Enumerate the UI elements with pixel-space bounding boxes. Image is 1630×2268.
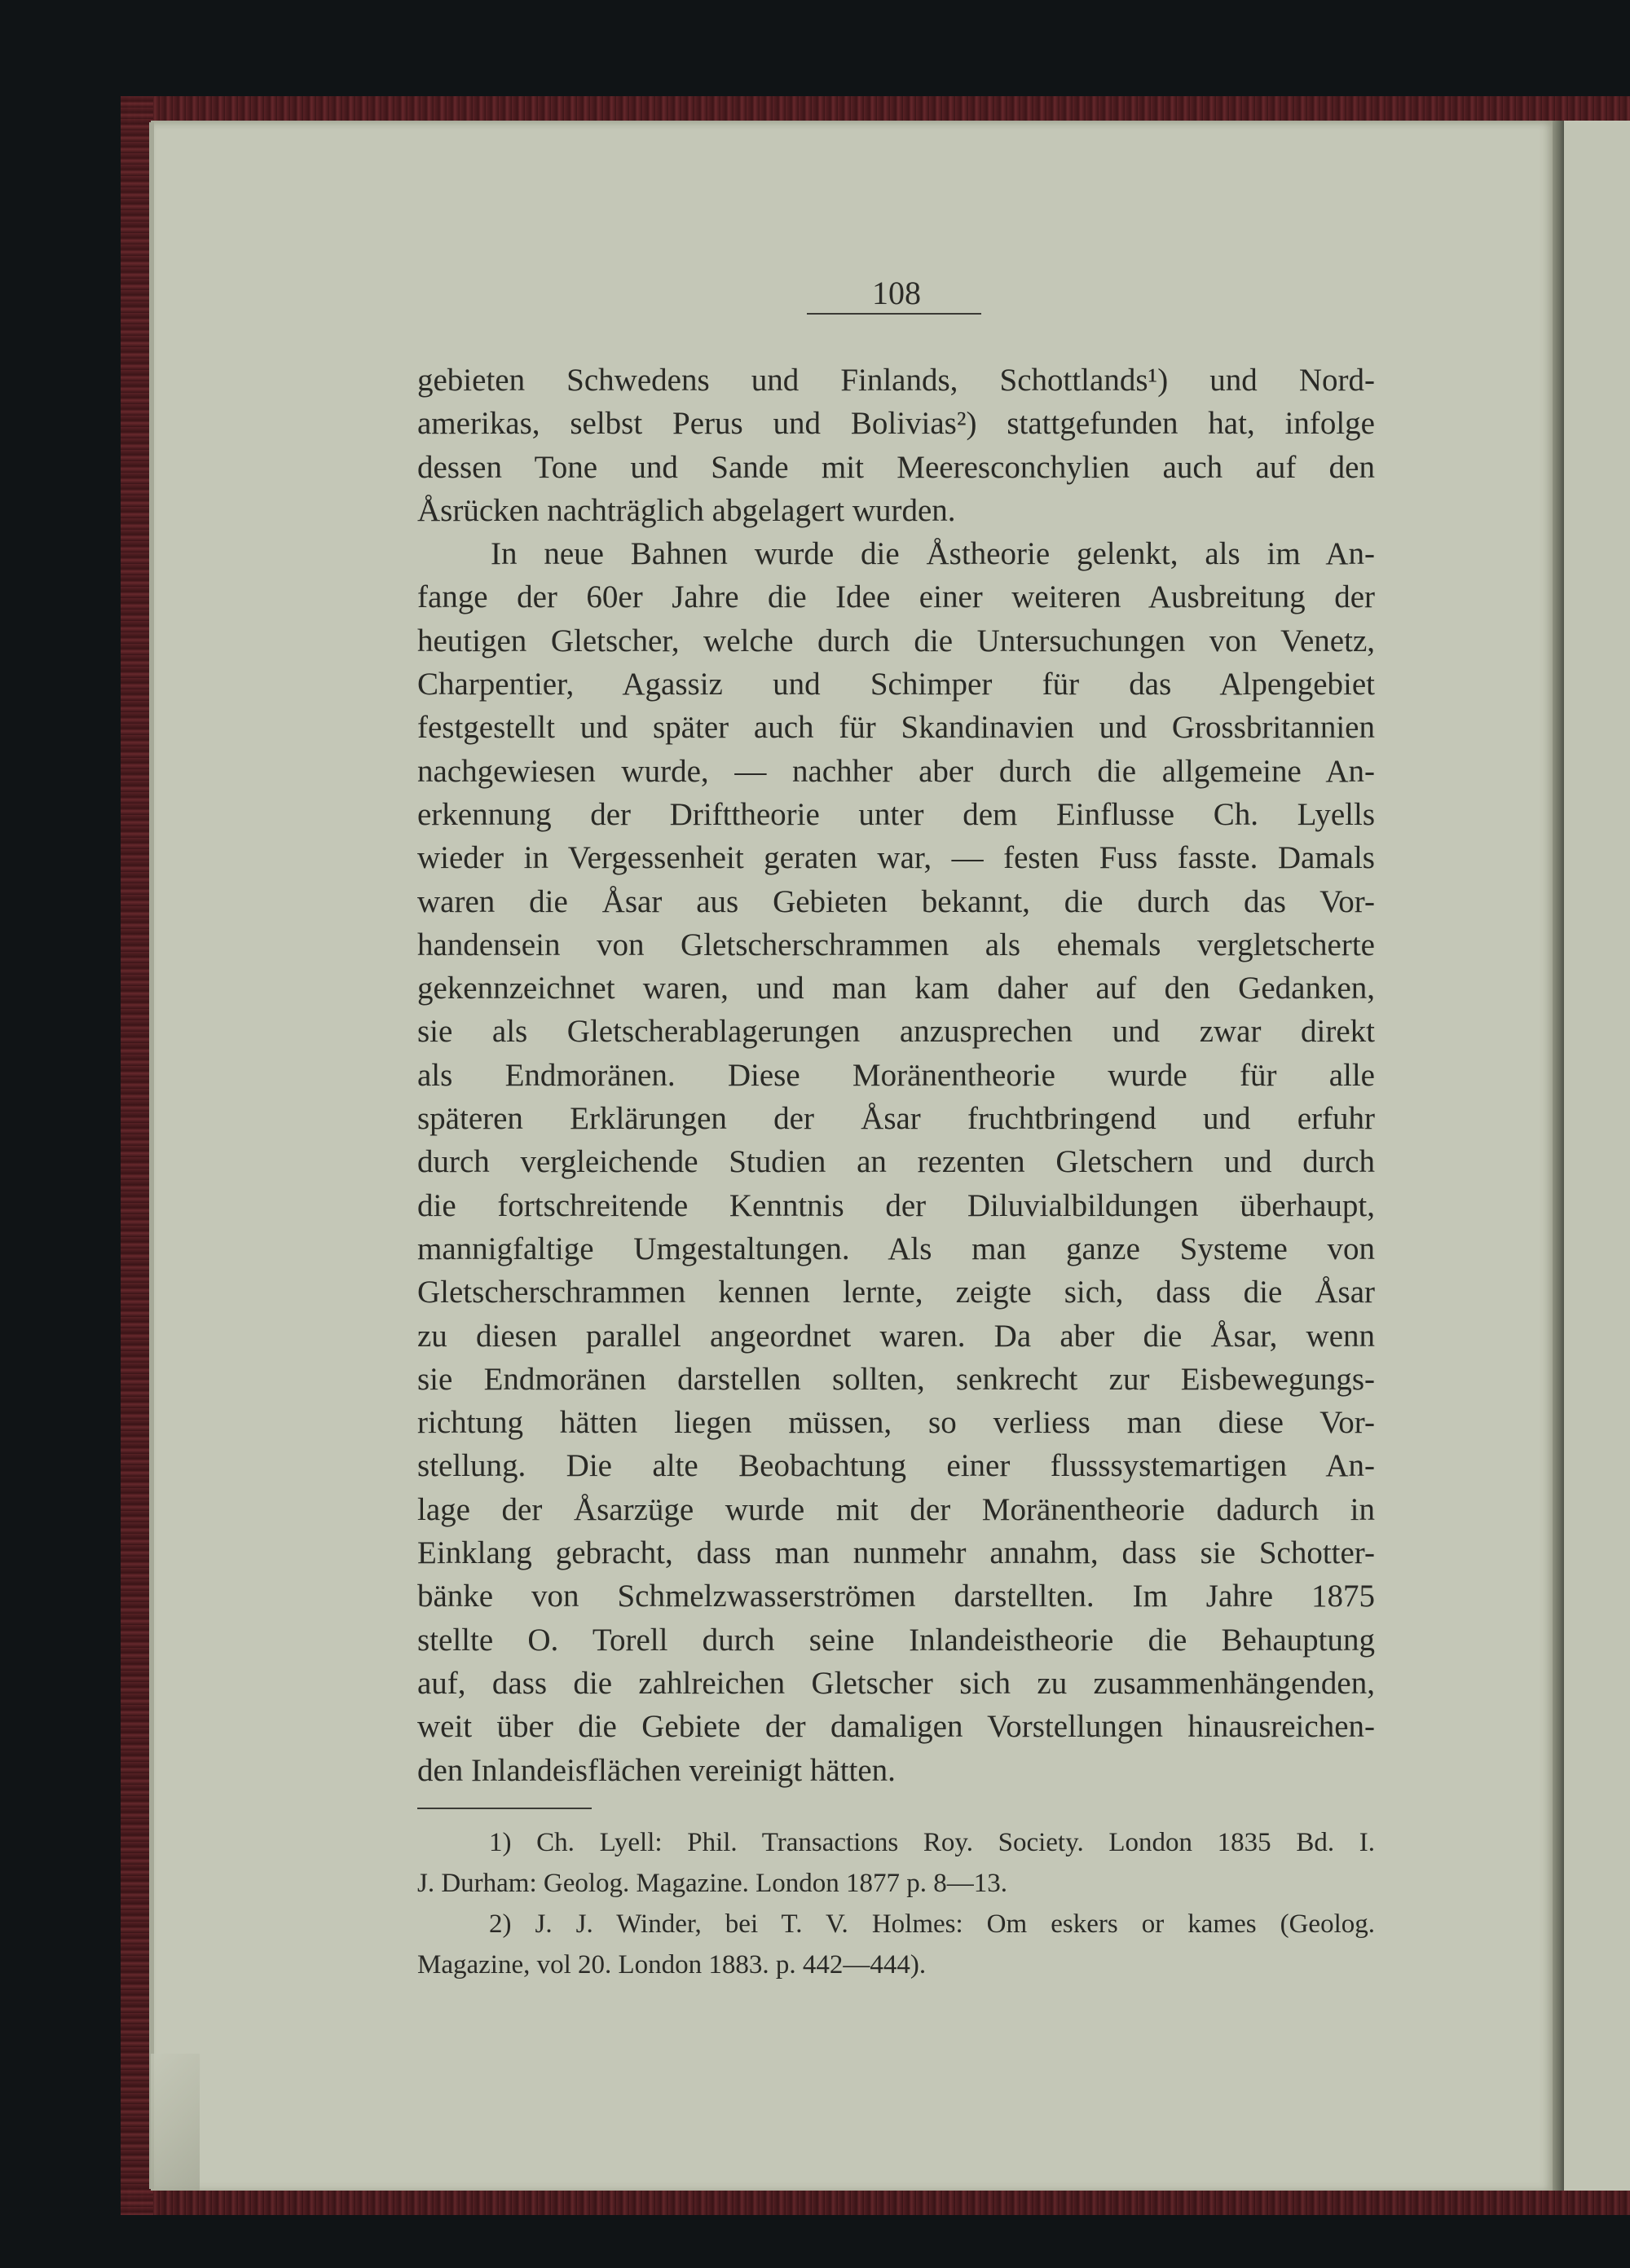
text-line: weit über die Gebiete der damaligen Vorstellungen hinausreichen- — [417, 1709, 1375, 1745]
text-line: Einklang gebracht, dass man nunmehr annahm, dass sie Schotter- — [417, 1535, 1375, 1571]
footnote-rule — [417, 1808, 592, 1809]
text-line: festgestellt und später auch für Skandinavien und Grossbritannien — [417, 710, 1375, 746]
text-line: Åsrücken nachträglich abgelagert wurden. — [417, 492, 956, 528]
cover-left-edge — [121, 96, 153, 2215]
text-line: stellung. Die alte Beobachtung einer flusssystemartigen An- — [417, 1448, 1375, 1484]
text-line: erkennung der Drifttheorie unter dem Einflusse Ch. Lyells — [417, 796, 1375, 832]
text-line: gebieten Schwedens und Finlands, Schottlands¹) und Nord- — [417, 363, 1375, 398]
text-line: Gletscherschrammen kennen lernte, zeigte sich, dass die Åsar — [417, 1275, 1375, 1310]
page-number: 108 — [872, 275, 921, 311]
text-line: lage der Åsarzüge wurde mit der Moränentheorie dadurch in — [417, 1491, 1375, 1527]
text-line: den Inlandeisflächen vereinigt hätten. — [417, 1752, 896, 1788]
text-line: heutigen Gletscher, welche durch die Untersuchungen von Venetz, — [417, 623, 1375, 658]
text-line: mannigfaltige Umgestaltungen. Als man ganze Systeme von — [417, 1231, 1375, 1266]
text-line: zu diesen parallel angeordnet waren. Da aber die Åsar, wenn — [417, 1318, 1375, 1354]
text-line: wieder in Vergessenheit geraten war, — festen Fuss fasste. Damals — [417, 840, 1375, 876]
page-corner-wear — [151, 2054, 200, 2191]
text-line: bänke von Schmelzwasserströmen darstellten. Im Jahre 1875 — [417, 1579, 1375, 1614]
body-text — [417, 359, 1375, 1792]
text-line: In neue Bahnen wurde die Åstheorie gelenkt, als im An- — [491, 536, 1375, 572]
text-line: auf, dass die zahlreichen Gletscher sich zu zusammenhängenden, — [417, 1665, 1375, 1701]
text-line: richtung hätten liegen müssen, so verliess man diese Vor- — [417, 1405, 1375, 1441]
text-line: nachgewiesen wurde, — nachher aber durch die allgemeine An- — [417, 753, 1375, 789]
footnote-line: J. Durham: Geolog. Magazine. London 1877 p. 8—13. — [417, 1869, 1008, 1898]
text-line: späteren Erklärungen der Åsar fruchtbringend und erfuhr — [417, 1101, 1375, 1137]
page-edge — [149, 122, 154, 2189]
footnote-line: Magazine, vol 20. London 1883. p. 442—444). — [417, 1950, 927, 1980]
text-line: handensein von Gletscherschrammen als ehemals vergletscherte — [417, 927, 1375, 962]
footnotes — [417, 1822, 1375, 1985]
page-number-rule — [807, 313, 981, 315]
cover-bottom-edge — [121, 2187, 1630, 2215]
text-line: dessen Tone und Sande mit Meeresconchylien auch auf den — [417, 449, 1375, 485]
footnote-line: 1) Ch. Lyell: Phil. Transactions Roy. Society. London 1835 Bd. I. — [489, 1828, 1375, 1857]
book-gutter — [1553, 121, 1564, 2191]
text-line: die fortschreitende Kenntnis der Diluvialbildungen überhaupt, — [417, 1187, 1375, 1223]
text-line: amerikas, selbst Perus und Bolivias²) stattgefunden hat, infolge — [417, 406, 1375, 442]
text-line: sie als Gletscherablagerungen anzusprechen und zwar direkt — [417, 1014, 1375, 1050]
text-line: durch vergleichende Studien an rezenten Gletschern und durch — [417, 1144, 1375, 1180]
footnote-line: 2) J. J. Winder, bei T. V. Holmes: Om eskers or kames (Geolog. — [489, 1909, 1375, 1939]
text-line: gekennzeichnet waren, und man kam daher auf den Gedanken, — [417, 971, 1375, 1006]
text-line: fange der 60er Jahre die Idee einer weiteren Ausbreitung der — [417, 579, 1375, 615]
text-line: Charpentier, Agassiz und Schimper für das Alpengebiet — [417, 667, 1375, 702]
text-line: waren die Åsar aus Gebieten bekannt, die durch das Vor- — [417, 883, 1375, 919]
text-line: als Endmoränen. Diese Moränentheorie wurde für alle — [417, 1057, 1375, 1093]
text-line: sie Endmoränen darstellen sollten, senkrecht zur Eisbewegungs- — [417, 1361, 1375, 1397]
right-page-sliver — [1564, 121, 1630, 2191]
cover-top-edge — [121, 96, 1630, 124]
text-line: stellte O. Torell durch seine Inlandeistheorie die Behauptung — [417, 1622, 1375, 1658]
